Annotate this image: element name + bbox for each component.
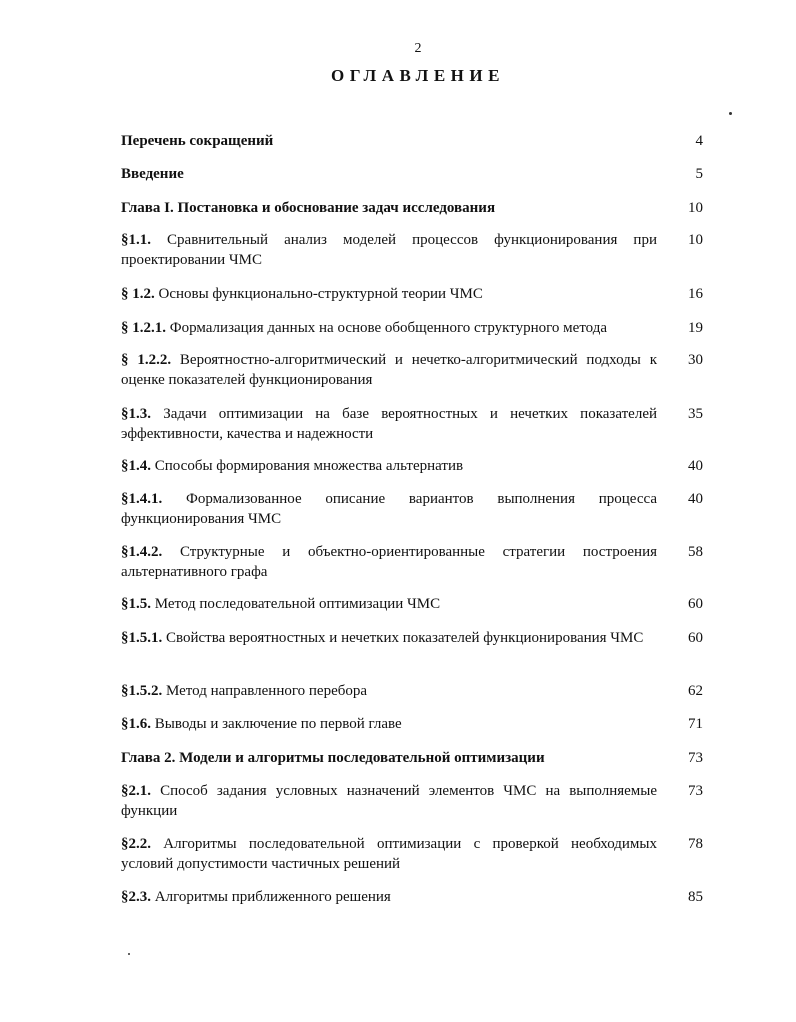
toc-entry-text <box>121 542 657 582</box>
toc-page-number: 73 <box>688 750 703 766</box>
toc-entry <box>121 714 703 734</box>
toc-page-number: 71 <box>688 716 703 732</box>
toc-section-number: §2.1. <box>121 783 151 799</box>
toc-entry <box>121 781 703 821</box>
toc-page-number: 60 <box>688 596 703 612</box>
toc-section-number: §2.3. <box>121 889 151 905</box>
toc-entry <box>121 164 703 184</box>
toc-entry-title: Метод последовательной оптимизации ЧМС <box>154 596 441 612</box>
toc-page-number: 40 <box>688 458 703 474</box>
toc-entry-text <box>121 489 657 529</box>
toc-page-number: 35 <box>688 406 703 422</box>
toc-page-number: 4 <box>695 133 703 149</box>
toc-entry-text <box>121 164 657 184</box>
toc-page-number: 73 <box>688 783 703 799</box>
toc-entry <box>121 456 703 476</box>
toc-entry-title: Способ задания условных назначений элементов ЧМС на выполняемые функции <box>121 783 658 819</box>
toc-section-number: §1.6. <box>121 716 151 732</box>
toc-entry <box>121 542 703 582</box>
toc-entry-text <box>121 628 657 648</box>
toc-entry-title: Глава 2. Модели и алгоритмы последовательной оптимизации <box>121 750 545 766</box>
toc-entry-title: Способы формирования множества альтернатив <box>154 458 464 474</box>
toc-entry-text <box>121 230 657 270</box>
page-number: 2 <box>414 41 422 56</box>
toc-section-number: §1.4.2. <box>121 544 163 560</box>
toc-entry-title: Глава I. Постановка и обоснование задач исследования <box>121 200 496 216</box>
toc-entry-title: Структурные и объектно-ориентированные стратегии построения альтернативного графа <box>121 544 657 580</box>
toc-section-number: § 1.2.1. <box>121 320 166 336</box>
toc-section-number: §1.3. <box>121 406 151 422</box>
toc-section-number: §1.5. <box>121 596 151 612</box>
toc-entry-text <box>121 714 657 734</box>
toc-section-number: §1.5.2. <box>121 683 163 699</box>
toc-entry-text <box>121 781 657 821</box>
toc-section-number: §1.4. <box>121 458 151 474</box>
scan-speck <box>729 112 732 115</box>
toc-page-number: 58 <box>688 544 703 560</box>
toc-entry-title: Основы функционально-структурной теории ЧМС <box>158 286 483 302</box>
toc-page-number: 62 <box>688 683 703 699</box>
toc-page-number: 30 <box>688 352 703 368</box>
toc-page-number: 40 <box>688 491 703 507</box>
toc-page-number: 78 <box>688 836 703 852</box>
toc-page-number: 10 <box>688 200 703 216</box>
toc-entry-text <box>121 404 657 444</box>
toc-entry-title: Введение <box>121 166 184 182</box>
toc-entry-title: Сравнительный анализ моделей процессов функционирования при проектировании ЧМС <box>121 232 657 268</box>
toc-entry <box>121 318 703 338</box>
toc-entry-text <box>121 350 657 390</box>
toc-entry-title: Выводы и заключение по первой главе <box>154 716 402 732</box>
toc-entry <box>121 748 703 768</box>
toc-entry-text <box>121 284 657 304</box>
toc-section-number: § 1.2. <box>121 286 155 302</box>
toc-entry-title: Алгоритмы приближенного решения <box>154 889 391 905</box>
toc-entry-title: Формализованное описание вариантов выполнения процесса функционирования ЧМС <box>121 491 657 527</box>
toc-entry <box>121 681 703 701</box>
toc-entry <box>121 887 703 907</box>
toc-entry-title: Перечень сокращений <box>121 133 274 149</box>
toc-entry-text <box>121 318 657 338</box>
toc-entry <box>121 594 703 614</box>
toc-entry <box>121 284 703 304</box>
toc-entry <box>121 230 703 270</box>
toc-section-number: §1.1. <box>121 232 151 248</box>
toc-entry-text <box>121 131 657 151</box>
toc-entry-title: Задачи оптимизации на базе вероятностных и нечетких показателей эффективности, качества и надежности <box>121 406 658 442</box>
toc-page-number: 19 <box>688 320 703 336</box>
toc-page-number: 60 <box>688 630 703 646</box>
toc-entry-text <box>121 681 657 701</box>
toc-page-number: 10 <box>688 232 703 248</box>
toc-entry <box>121 489 703 529</box>
page-title: ОГЛАВЛЕНИЕ <box>331 66 505 85</box>
toc-section-number: §2.2. <box>121 836 151 852</box>
toc-entry-text <box>121 456 657 476</box>
toc-entry-text <box>121 198 657 218</box>
toc-entry-text <box>121 834 657 874</box>
toc-entry-title: Алгоритмы последовательной оптимизации с проверкой необходимых условий допустимости частичных решений <box>121 836 658 872</box>
toc-entry <box>121 834 703 874</box>
toc-entry <box>121 350 703 390</box>
toc-page-number: 85 <box>688 889 703 905</box>
toc-entry <box>121 131 703 151</box>
toc-entry-title: Метод направленного перебора <box>166 683 368 699</box>
toc-entry <box>121 628 703 648</box>
toc-entry <box>121 198 703 218</box>
toc-entry-text <box>121 594 657 614</box>
toc-section-number: §1.5.1. <box>121 630 163 646</box>
toc-entry <box>121 404 703 444</box>
toc-entry-text <box>121 748 657 768</box>
toc-page-number: 5 <box>695 166 703 182</box>
toc-section-number: §1.4.1. <box>121 491 163 507</box>
toc-section-number: § 1.2.2. <box>121 352 172 368</box>
toc-entry-title: Формализация данных на основе обобщенного структурного метода <box>169 320 608 336</box>
toc-entry-title: Свойства вероятностных и нечетких показателей функционирования ЧМС <box>166 630 644 646</box>
toc-entry-title: Вероятностно-алгоритмический и нечетко-алгоритмический подходы к оценке показателей функционирования <box>121 352 657 388</box>
toc-entry-text <box>121 887 657 907</box>
toc-page-number: 16 <box>688 286 703 302</box>
scan-speck <box>128 953 130 955</box>
